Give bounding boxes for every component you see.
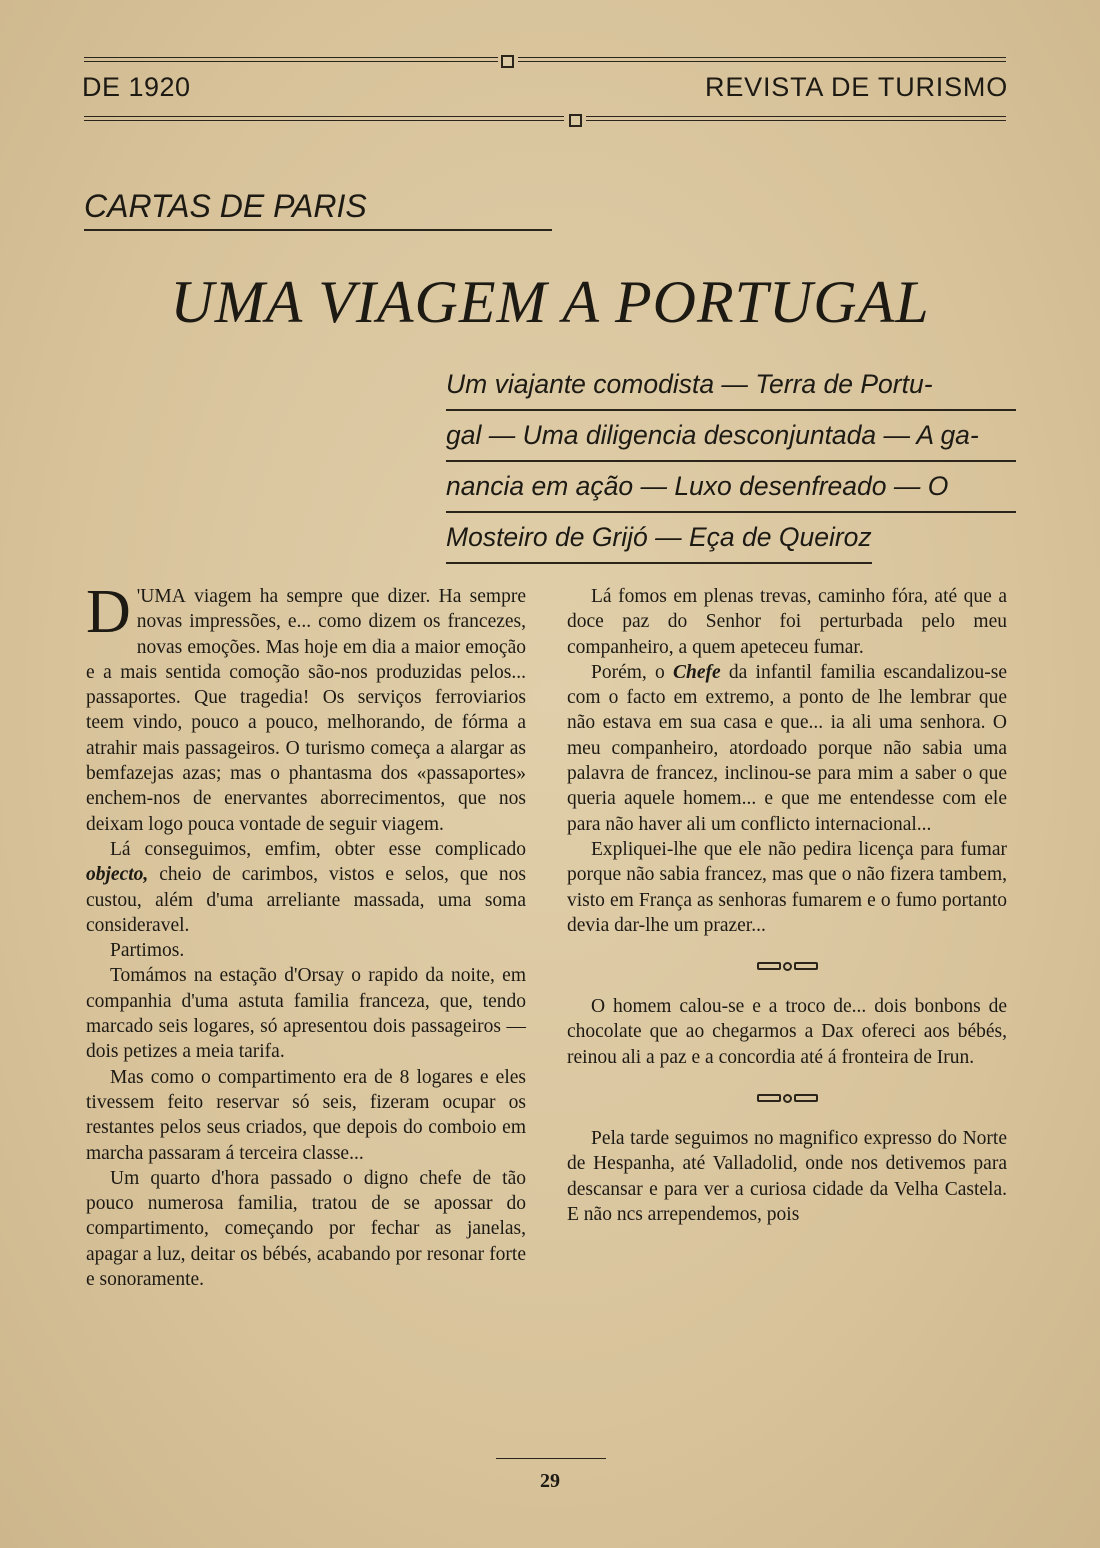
footer-rule	[496, 1458, 606, 1459]
article-title: UMA VIAGEM A PORTUGAL	[170, 269, 930, 335]
paragraph-text: viagem ha sempre que dizer. Ha sempre novas impressões, e... como dizem os francezes, novas emoções. Mas hoje em dia a maior emoção e a mais sentida comoção são-nos produzidas pelos... passaportes. Que tragedia! Os serviços ferroviarios teem vindo, pouco a pouco, melhorando, de fórma a atrahir mais passageiros. O turismo começa a alargar as bemfazejas azas; mas o phantasma dos «passaportes» enchem-nos de enervantes aborrecimentos, que nos deixam logo pouca vontade de seguir viagem.	[86, 586, 526, 835]
paragraph	[86, 578, 526, 837]
paragraph	[86, 837, 526, 938]
paragraph: Partimos.	[110, 940, 185, 962]
section-heading: CARTAS DE PARIS	[84, 188, 367, 224]
paragraph: Pela tarde seguimos no magnifico expresso do Norte de Hespanha, até Valladolid, onde nos detivemos para descansar e para ver a curiosa cidade da Velha Castela. E não ncs arrependemos, pois	[567, 1128, 1007, 1225]
paragraph: Lá fomos em plenas trevas, caminho fóra, até que a doce paz do Senhor foi perturbada pelo meu companheiro, a quem apeteceu fumar.	[567, 586, 1007, 658]
drop-cap: D	[86, 578, 131, 646]
paragraph-text: Lá conseguimos, emfim, obter esse complicado	[110, 838, 526, 860]
section-divider-ornament	[567, 1070, 1007, 1126]
paragraph: Tomámos na estação d'Orsay o rapido da noite, em companhia d'uma astuta familia franceza, que, tendo marcado seis logares, só apresentou dois passageiros — dois petizes a meia tarifa.	[86, 965, 526, 1063]
summary-line: Mosteiro de Grijó — Eça de Queiroz	[446, 513, 872, 564]
paragraph: O homem calou-se e a troco de... dois bonbons de chocolate que ao chegarmos a Dax ofereci aos bébés, reinou ali a paz e a concordia até á fronteira de Irun.	[567, 996, 1007, 1068]
article-column-left	[86, 578, 526, 1292]
summary-line: nancia em ação — Luxo desenfreado — O	[446, 462, 1016, 513]
header-rule-top-left	[84, 57, 498, 62]
emphasis-word: objecto,	[86, 864, 149, 886]
section-rule	[84, 229, 552, 231]
paragraph-text: Porém, o	[591, 661, 674, 683]
article-column-right	[567, 584, 1007, 1227]
emphasis-word: Chefe	[673, 661, 721, 683]
header-ornament-box	[501, 55, 514, 68]
paragraph-text: da infantil familia escandalizou-se com o facto em extremo, a ponto de lhe lembrar que não estava em sua casa e que... ia ali uma senhora. O meu companheiro, atordoado porque não sabia uma palavra de francez, inclinou-se para mim a saber o que queria aquele homem... e que me entendesse com ele para não haver ali um conflicto internacional...	[567, 661, 1007, 835]
summary-line: gal — Uma diligencia desconjuntada — A ga-	[446, 411, 1016, 462]
paragraph	[567, 660, 1007, 837]
header-ornament-box	[569, 114, 582, 127]
first-word: 'UMA	[136, 586, 186, 607]
page-number: 29	[540, 1470, 560, 1492]
header-rule-bottom-left	[84, 116, 564, 121]
paragraph: Expliquei-lhe que ele não pedira licença para fumar porque não sabia francez, mas que o não fizera tambem, visto em França as senhoras fumarem e o fumo portanto devia dar-lhe um prazer...	[567, 838, 1007, 936]
header-rule-top-right	[518, 57, 1006, 62]
paragraph-text: cheio de carimbos, vistos e selos, que nos custou, além d'uma arreliante massada, uma soma consideravel.	[86, 864, 526, 936]
section-divider-ornament	[567, 938, 1007, 994]
header-magazine-title: REVISTA DE TURISMO	[705, 72, 1008, 102]
paragraph: Mas como o compartimento era de 8 logares e eles tivessem feito reservar só seis, fizeram ocupar os restantes pelos seus criados, que depois do comboio em marcha passaram á terceira classe...	[86, 1066, 526, 1164]
header-date: DE 1920	[82, 72, 191, 102]
header-rule-bottom-right	[586, 116, 1006, 121]
article-summary	[446, 360, 1016, 564]
summary-line: Um viajante comodista — Terra de Portu-	[446, 360, 1016, 411]
paragraph: Um quarto d'hora passado o digno chefe de tão pouco numerosa familia, tratou de se apossar do compartimento, começando por fechar as janelas, apagar a luz, deitar os bébés, acabando por resonar forte e sonoramente.	[86, 1167, 526, 1291]
